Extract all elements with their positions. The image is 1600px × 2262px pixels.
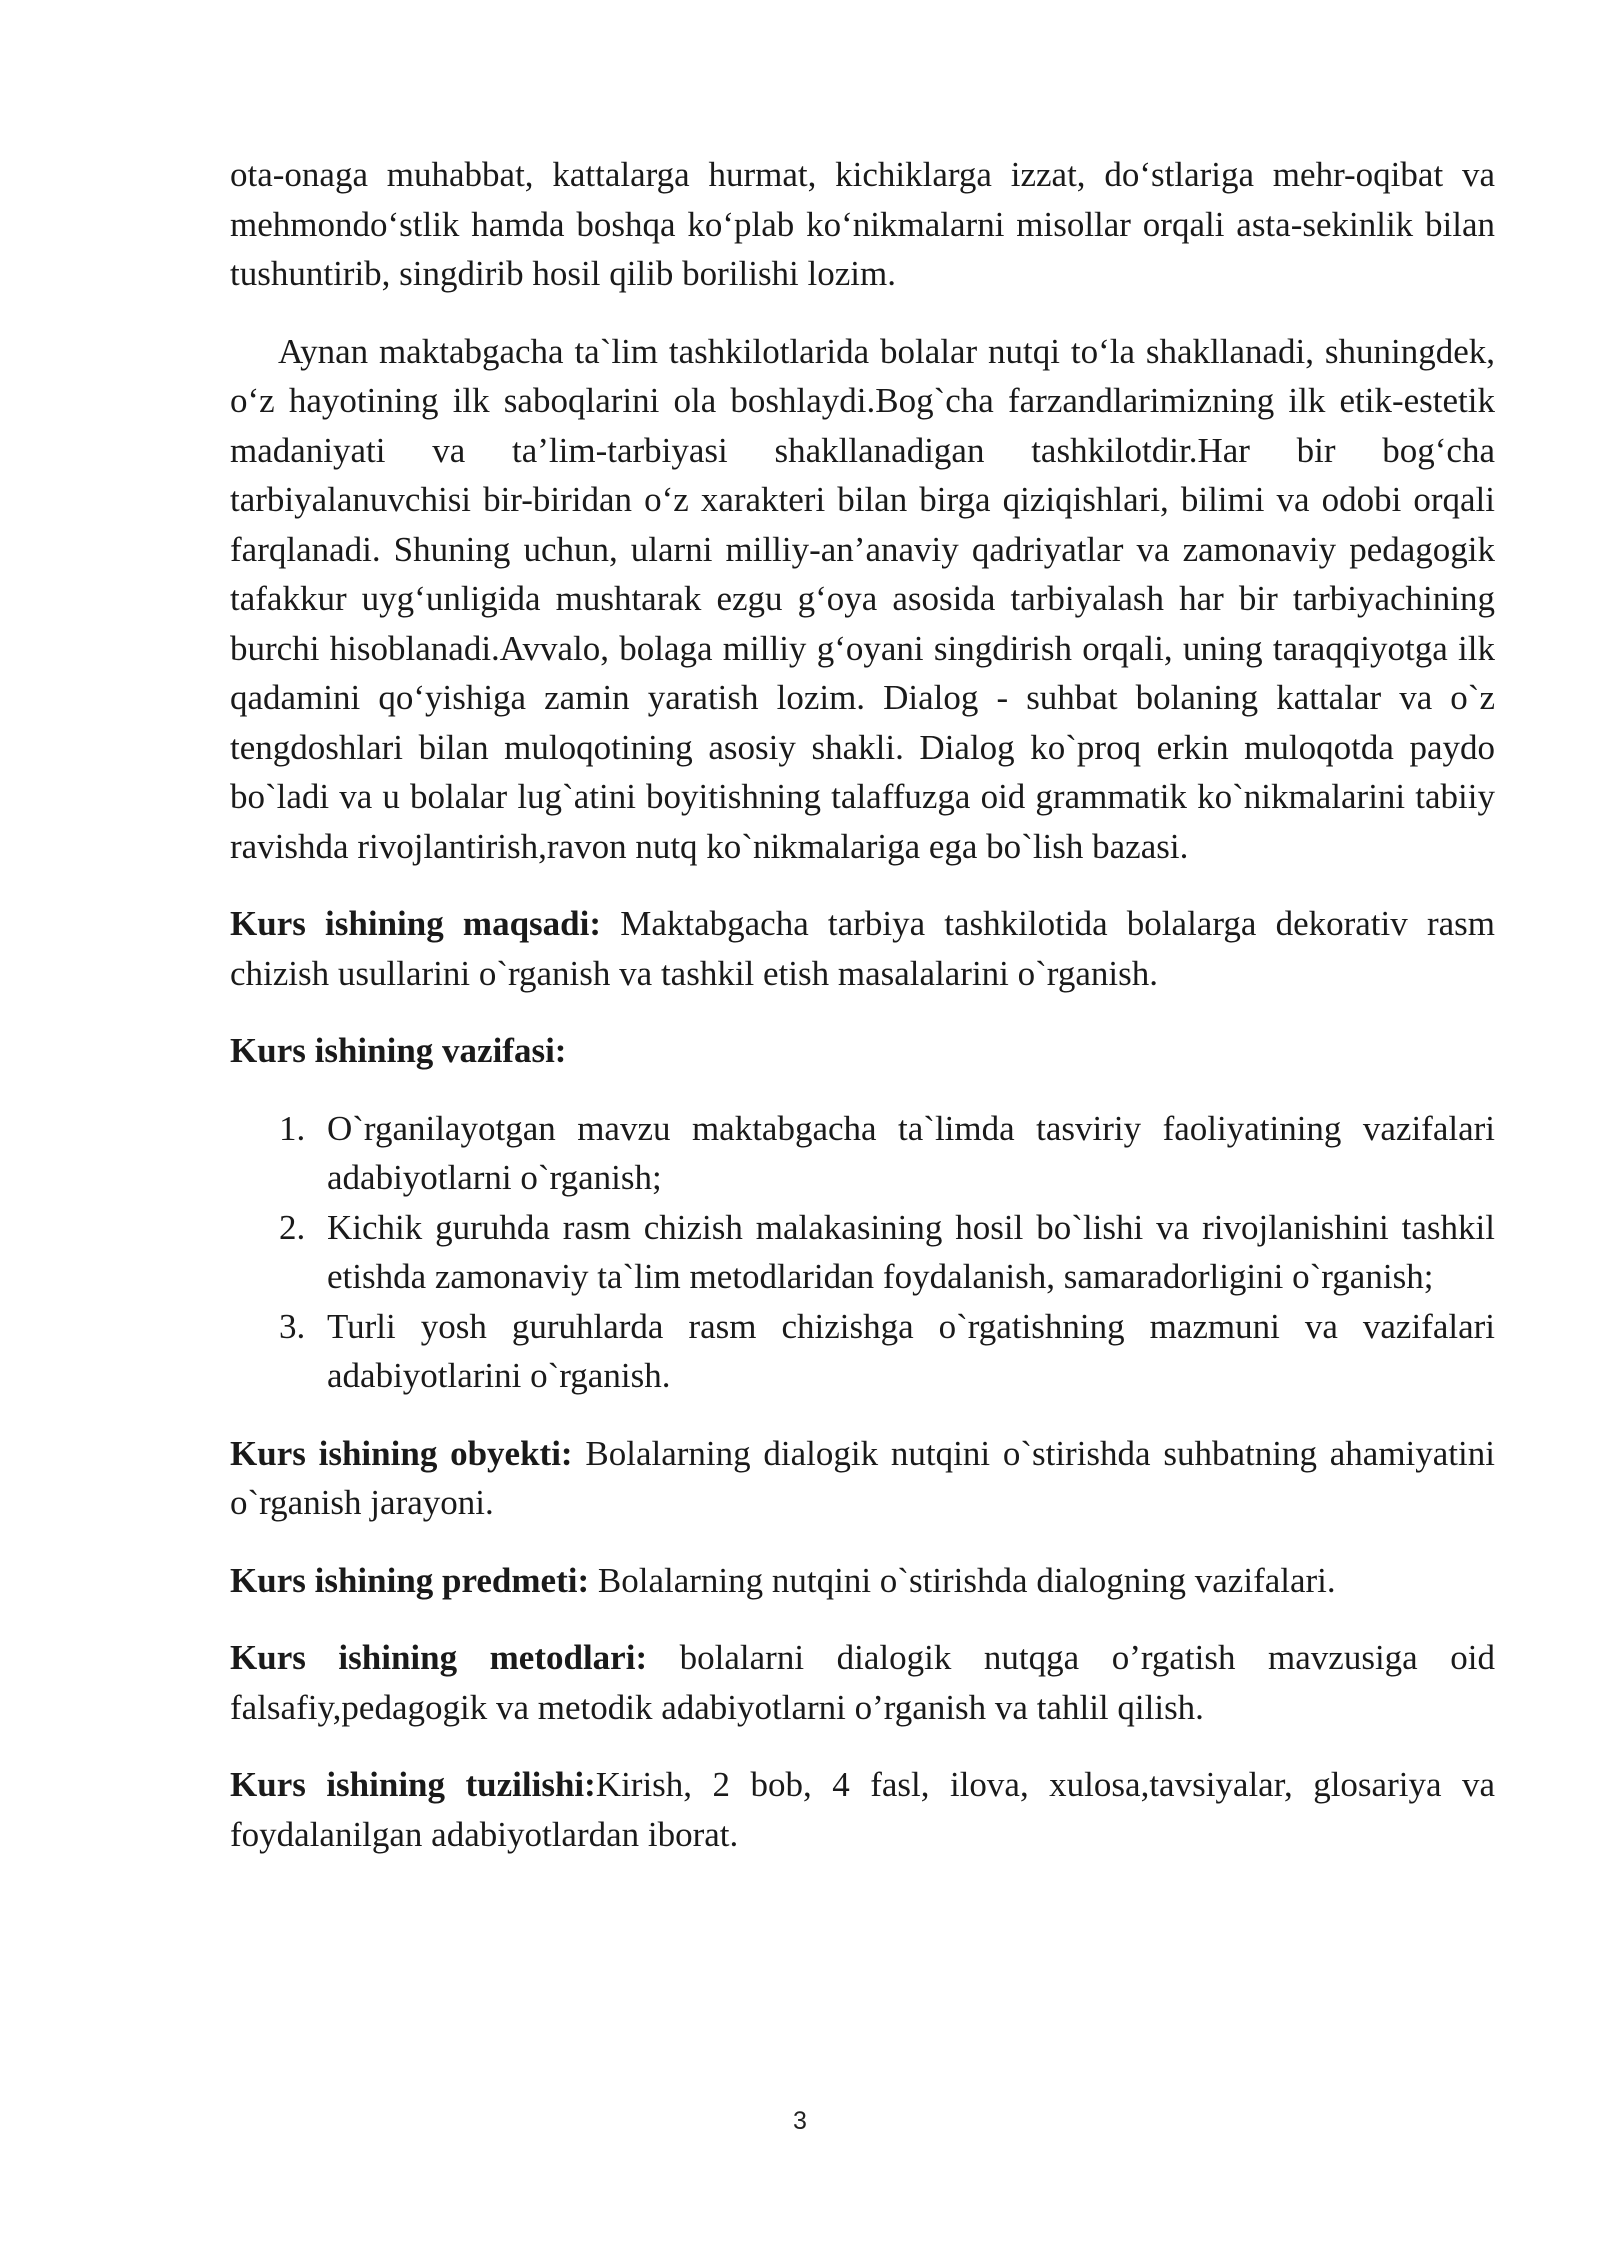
list-item-number: 1. xyxy=(279,1108,306,1148)
document-page xyxy=(230,150,1495,1859)
section-maqsad xyxy=(230,899,1495,998)
vazifa-list xyxy=(230,1104,1495,1401)
list-item-text: O`rganilayotgan mavzu maktabgacha ta`limda tasviriy faoliyatining vazifalari adabiyotlarni o`rganish; xyxy=(327,1108,1495,1197)
page-number: 3 xyxy=(793,2107,807,2135)
paragraph-kindergarten-speech: Aynan maktabgacha ta`lim tashkilotlarida bolalar nutqi to‘la shakllanadi, shuningdek, o‘z hayotining ilk saboqlarini ola boshlaydi.Bog`cha farzandlarimizning ilk etik-estetik madaniyati va ta’lim-tarbiyasi shakllanadigan tashkilotdir.Har bir bog‘cha tarbiyalanuvchisi bir-biridan o‘z xarakteri bilan birga qiziqishlari, bilimi va odobi orqali farqlanadi. Shuning uchun, ularni milliy-an’anaviy qadriyatlar va zamonaviy pedagogik tafakkur uyg‘unligida mushtarak ezgu g‘oya asosida tarbiyalash har bir tarbiyachining burchi hisoblanadi.Avvalo, bolaga milliy g‘oyani singdirish orqali, uning taraqqiyotga ilk qadamini qo‘yishiga zamin yaratish lozim. Dialog - suhbat bolaning kattalar va o`z tengdoshlari bilan muloqotining asosiy shakli. Dialog ko`proq erkin muloqotda paydo bo`ladi va u bolalar lug`atini boyitishning talaffuzga oid grammatik ko`nikmalarini tabiiy ravishda rivojlantirish,ravon nutq ko`nikmalariga ega bo`lish bazasi. xyxy=(230,331,1495,866)
metod-label: Kurs ishining metodlari: xyxy=(230,1638,648,1677)
predmet-text: Bolalarning nutqini o`stirishda dialogning vazifalari. xyxy=(589,1560,1336,1600)
paragraph-intro-continuation: ota-onaga muhabbat, kattalarga hurmat, kichiklarga izzat, do‘stlariga mehr-oqibat va mehmondo‘stlik hamda boshqa ko‘plab ko‘nikmalarni misollar orqali asta-sekinlik bilan tushuntirib, singdirib hosil qilib borilishi lozim. xyxy=(230,155,1495,293)
list-item xyxy=(230,1104,1495,1203)
tuzilish-text: Kirish, 2 bob, 4 fasl, ilova, xulosa,tavsiyalar, glosariya va foydalanilgan adabiyotlardan iborat. xyxy=(230,1765,1495,1854)
section-obyekt xyxy=(230,1429,1495,1528)
list-item-text: Kichik guruhda rasm chizish malakasining hosil bo`lishi va rivojlanishini tashkil etishda zamonaviy ta`lim metodlaridan foydalanish, samaradorligini o`rganish; xyxy=(327,1207,1495,1296)
obyekt-label: Kurs ishining obyekti: xyxy=(230,1433,573,1473)
maqsad-label: Kurs ishining maqsadi: xyxy=(230,904,602,943)
tuzilish-label: Kurs ishining tuzilishi: xyxy=(230,1765,596,1804)
section-tuzilish xyxy=(230,1760,1495,1859)
list-item-number: 2. xyxy=(279,1207,306,1247)
section-vazifa xyxy=(230,1026,1495,1076)
list-item-text: Turli yosh guruhlarda rasm chizishga o`rgatishning mazmuni va vazifalari adabiyotlarini o`rganish. xyxy=(327,1306,1495,1395)
vazifa-label: Kurs ishining vazifasi: xyxy=(230,1031,567,1070)
metod-text: bolalarni dialogik nutqga o’rgatish mavzusiga oid falsafiy,pedagogik va metodik adabiyotlarni o’rganish va tahlil qilish. xyxy=(230,1638,1496,1727)
list-item xyxy=(230,1302,1495,1401)
section-metodlar xyxy=(230,1633,1495,1732)
obyekt-text: Bolalarning dialogik nutqini o`stirishda suhbatning ahamiyatini o`rganish jarayoni. xyxy=(230,1433,1495,1522)
maqsad-text: Maktabgacha tarbiya tashkilotida bolalarga dekorativ rasm chizish usullarini o`rganish va tashkil etish masalalarini o`rganish. xyxy=(230,904,1495,993)
list-item-number: 3. xyxy=(279,1306,306,1346)
section-predmet xyxy=(230,1556,1495,1606)
list-item xyxy=(230,1203,1495,1302)
predmet-label: Kurs ishining predmeti: xyxy=(230,1560,590,1600)
